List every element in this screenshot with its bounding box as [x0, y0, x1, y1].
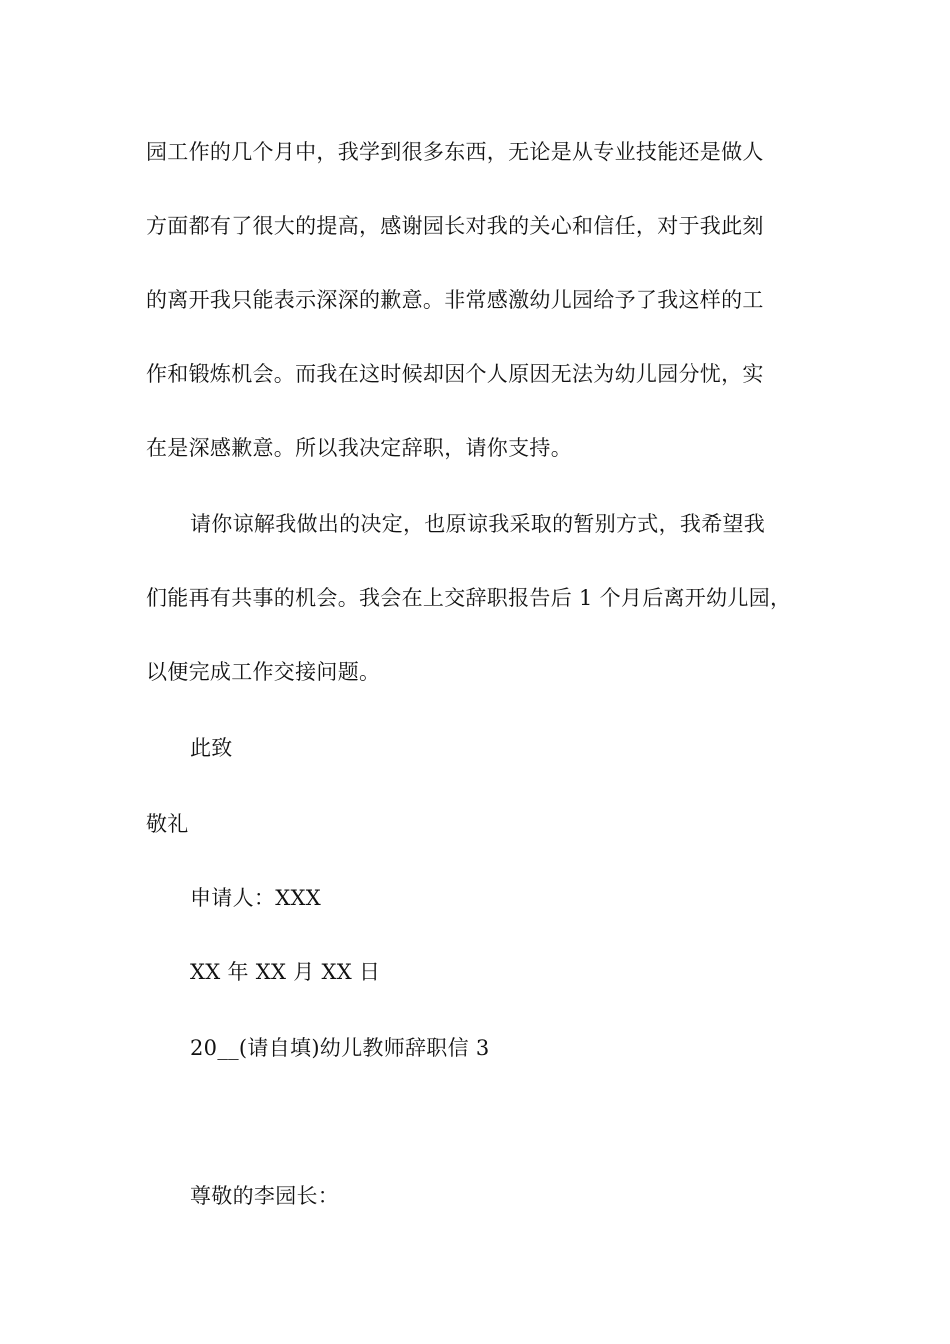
- closing-salute: 敬礼: [146, 812, 189, 836]
- body-line: 以便完成工作交接问题。: [146, 660, 381, 684]
- salutation-line: 尊敬的李园长：: [190, 1184, 340, 1208]
- date-line: XX 年 XX 月 XX 日: [190, 960, 381, 984]
- section-title: 20__(请自填)幼儿教师辞职信 3: [190, 1036, 490, 1060]
- body-line: 的离开我只能表示深深的歉意。非常感激幼儿园给予了我这样的工: [146, 288, 764, 312]
- body-line: 园工作的几个月中，我学到很多东西，无论是从专业技能还是做人: [146, 140, 764, 164]
- body-line: 请你谅解我做出的决定，也原谅我采取的暂别方式，我希望我: [190, 512, 766, 536]
- closing-line: 此致: [190, 736, 233, 760]
- applicant-line: 申请人：XXX: [190, 886, 321, 910]
- body-line: 们能再有共事的机会。我会在上交辞职报告后 1 个月后离开幼儿园，: [146, 586, 792, 610]
- body-line: 作和锻炼机会。而我在这时候却因个人原因无法为幼儿园分忧，实: [146, 362, 764, 386]
- body-line: 方面都有了很大的提高，感谢园长对我的关心和信任，对于我此刻: [146, 214, 764, 238]
- body-line: 在是深感歉意。所以我决定辞职，请你支持。: [146, 436, 572, 460]
